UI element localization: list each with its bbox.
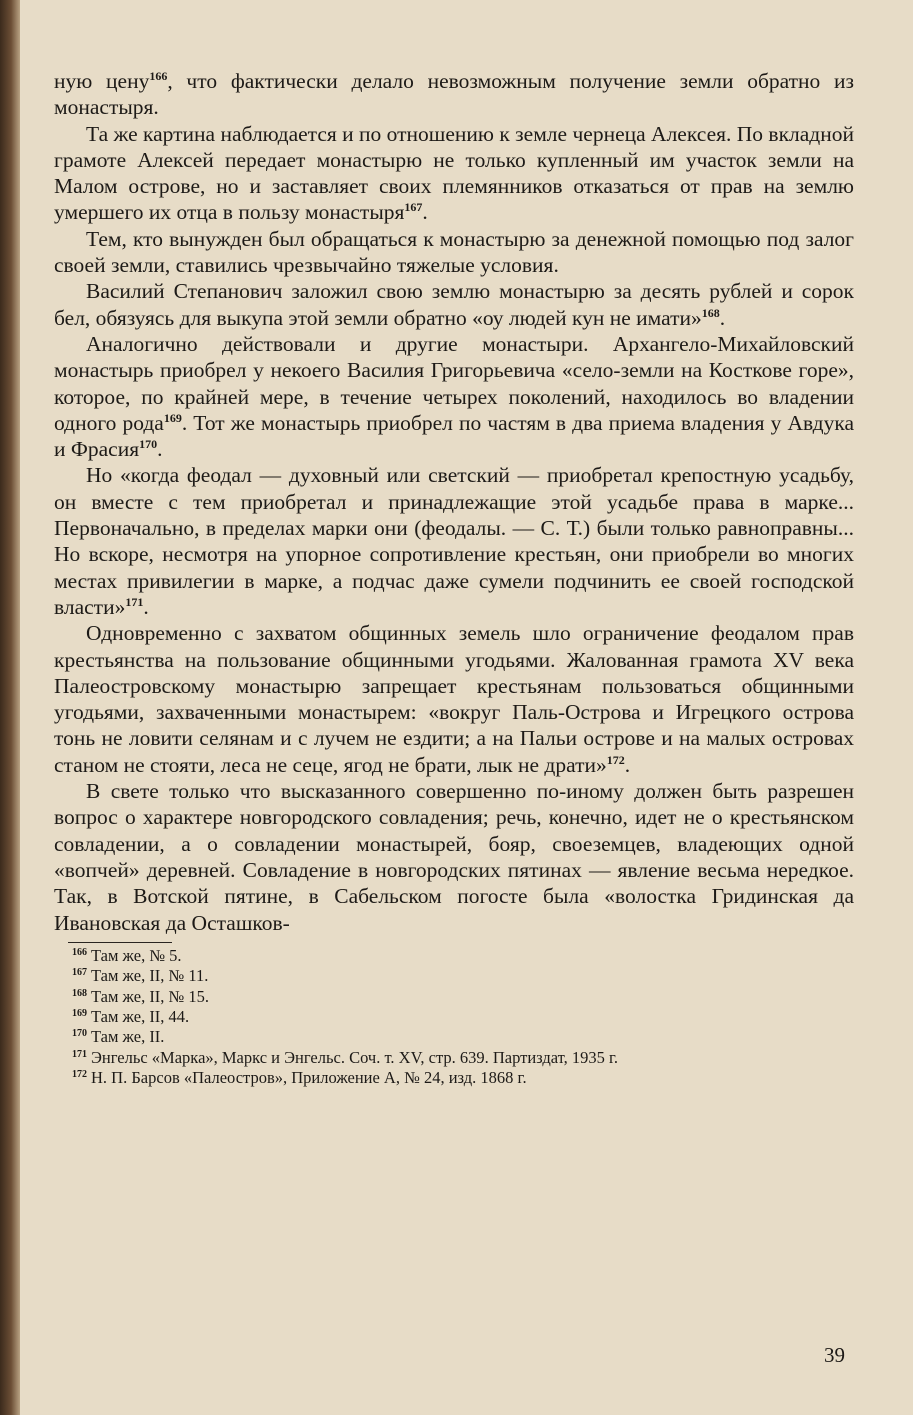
footnote-ref-168[interactable]: 168 bbox=[701, 305, 720, 320]
footnote-170: $^{170}$ Там же, II. bbox=[72, 1027, 165, 1047]
paragraph-2: Та же картина наблюдается и по отношению к земле чернеца Алексея. По вкладной грамоте Алексей передает монастырю не только купленный им участок земли на Малом острове, но и заставляет своих племянников отказаться от прав на землю умершего их отца в пользу монастыря$^{167}$. bbox=[54, 121, 854, 225]
footnote-ref-166[interactable]: 166 bbox=[149, 69, 168, 83]
page-number: 39 bbox=[824, 1343, 845, 1367]
footnote-divider bbox=[68, 942, 172, 943]
footnote-168: $^{168}$ Там же, II, № 15. bbox=[72, 986, 210, 1006]
footnote-169: $^{169}$ Там же, II, 44. bbox=[72, 1007, 190, 1027]
paragraph-5: Аналогично действовали и другие монастыри. Архангело-Михайловский монастырь приобрел у некоего Василия Григорьевича «село-земли на Косткове горе», которое, по крайней мере, в течение четырех поколений, находилось во владении одного рода$^{169}$. Тот же монастырь приобрел по частям в два приема владения у Авдука и Фрасия$^{170}$. bbox=[54, 331, 854, 462]
paragraph-1: ную цену$^{166}$, что фактически делало невозможным получение земли обратно из монастыря. bbox=[54, 69, 854, 120]
footnotes bbox=[54, 946, 854, 1089]
footnote-171: $^{171}$ Энгельс «Марка», Маркс и Энгельс. Соч. т. XV, стр. 639. Партиздат, 1935 г. bbox=[72, 1047, 619, 1067]
paragraph-4: Василий Степанович заложил свою землю монастырю за десять рублей и сорок бел, обязуясь для выкупа этой земли обратно «оу людей кун не имати»$^{168}$. bbox=[54, 279, 854, 330]
paragraph-3: Тем, кто вынужден был обращаться к монастырю за денежной помощью под залог своей земли, ставились чрезвычайно тяжелые условия. bbox=[54, 226, 854, 278]
footnote-ref-171[interactable]: 171 bbox=[125, 594, 144, 609]
paragraph-6: Но «когда феодал — духовный или светский — приобретал крепостную усадьбу, он вместе с тем приобретал и принадлежащие этой усадьбе права в марке... Первоначально, в пределах марки они (феодалы. — С. Т.) были только равноправны... Но вскоре, несмотря на упорное сопротивление крестьян, они приобрели во многих местах привилегии в марке, а подчас даже сумели подчинить ее своей господской власти»$^{171}$. bbox=[54, 463, 854, 619]
paragraph-8: В свете только что высказанного совершенно по-иному должен быть разрешен вопрос о характере новгородского совладения; речь, конечно, идет не о крестьянском совладении, а о совладении монастырей, бояр, своеземцев, владеющих одной «вопчей» деревней. Совладение в новгородских пятинах — явление весьма нередкое. Так, в Вотской пятине, в Сабельском погосте была «волостка Гридинская да Ивановская да Осташков- bbox=[54, 779, 854, 935]
footnote-ref-170[interactable]: 170 bbox=[139, 437, 158, 452]
footnote-167: $^{167}$ Там же, II, № 11. bbox=[72, 966, 209, 986]
body-text bbox=[54, 68, 854, 936]
footnote-ref-167[interactable]: 167 bbox=[404, 200, 423, 215]
footnote-172: $^{172}$ Н. П. Барсов «Палеостров», Приложение А, № 24, изд. 1868 г. bbox=[72, 1068, 527, 1088]
footnote-ref-169[interactable]: 169 bbox=[163, 410, 182, 425]
footnote-166: $^{166}$ Там же, № 5. bbox=[72, 945, 182, 965]
paragraph-7: Одновременно с захватом общинных земель шло ограничение феодалом прав крестьянства на пользование общинными угодьями. Жалованная грамота XV века Палеостровскому монастырю запрещает крестьянам пользоваться общинными угодьями, захваченными монастырем: «вокруг Паль-Острова и Игрецкого острова тонь не ловити селянам и с лучем не ездити; а на Пальи острове и на малых островах станом не стояти, леса не сеце, ягод не брати, лык не драти»$^{172}$. bbox=[54, 621, 854, 777]
footnote-ref-172[interactable]: 172 bbox=[606, 752, 625, 767]
book-spine-shadow bbox=[0, 0, 20, 1415]
book-page bbox=[54, 68, 854, 1089]
